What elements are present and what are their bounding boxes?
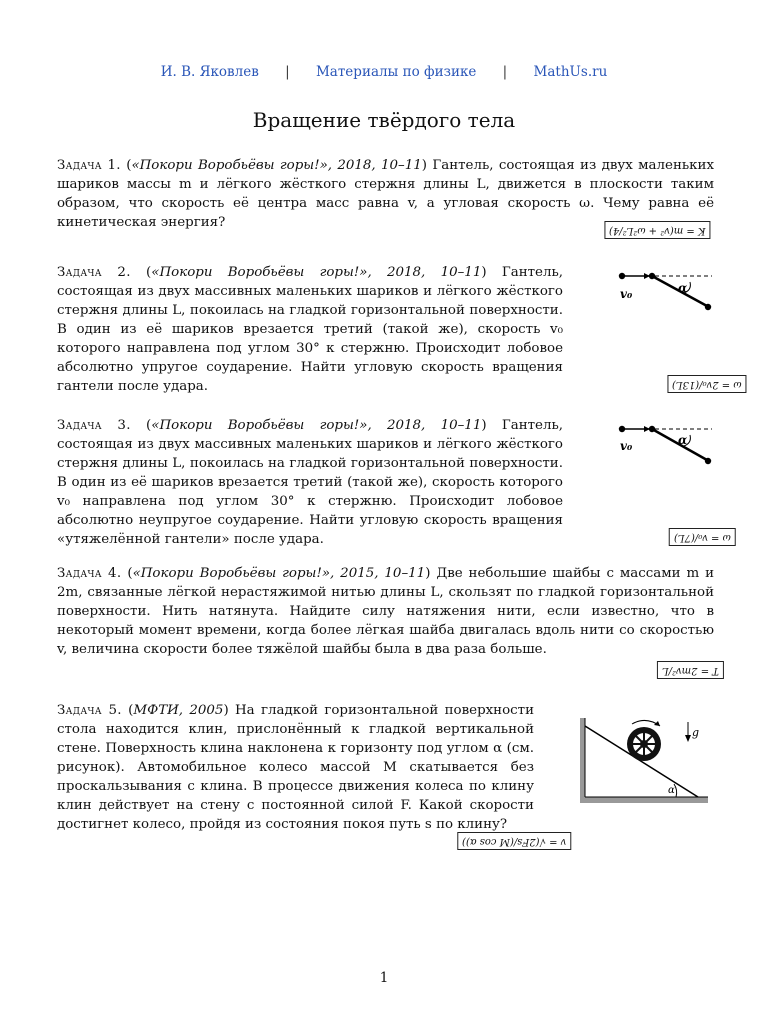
page-title: Вращение твёрдого тела	[252, 108, 516, 132]
answer-box: ω = 2v₀/(13L)	[667, 375, 746, 393]
dumbbell-figure	[612, 420, 716, 470]
problem-4: Задача 4. («Покори Воробьёвы горы!», 2015, 10–11) Две небольшие шайбы с массами m и 2m, связанные лёгкой нерастяжимой нитью длины L, скользят по гладкой горизонтальной поверхности. Нить натянута. Найдите силу натяжения нити, если известно, что в некоторый момент времени, когда более лёгкая шайба двигалась вдоль нити со скоростью v, величина скорости более тяжёлой шайбы была в два раза больше.	[57, 566, 714, 657]
angle-label: α	[678, 281, 688, 295]
problem-label: Задача 3.	[57, 418, 131, 433]
angle-label: α	[668, 785, 675, 796]
page-number: 1	[379, 970, 389, 986]
problem-source: «Покори Воробьёвы горы!», 2015, 10–11	[132, 566, 426, 581]
answer-box: v = √(2Fs/(M cos α))	[457, 832, 571, 850]
answer-box: K = m(v² + ω²L²/4)	[604, 221, 710, 239]
materials-link[interactable]: Материалы по физике	[315, 64, 477, 80]
problem-3: Задача 3. («Покори Воробьёвы горы!», 2018, 10–11) Гантель, состоящая из двух массивных маленьких шариков и лёгкого жёсткого стержня длины L, покоилась на гладкой горизонтальной поверхности. В один из её шариков врезается третий (такой же), скорость которого v₀ направлена под углом 30° к стержню. Происходит лобовое абсолютно неупругое соударение. Найти угловую скорость вращения «утяжелённой гантели» после удара.	[57, 418, 564, 547]
problem-text: Гантель, состоящая из двух массивных маленьких шариков и лёгкого жёсткого стержня длины L, покоилась на гладкой горизонтальной поверхности. В один из её шариков врезается третий (такой же), скорость которого v₀ направлена под углом 30° к стержню. Происходит лобовое абсолютно неупругое соударение. Найти угловую скорость вращения «утяжелённой гантели» после удара.	[57, 418, 564, 547]
problem-source: «Покори Воробьёвы горы!», 2018, 10–11	[131, 158, 422, 173]
page-header	[0, 64, 768, 80]
problem-text: Две небольшие шайбы с массами m и 2m, связанные лёгкой нерастяжимой нитью длины L, скользят по гладкой горизонтальной поверхности. Нить натянута. Найдите силу натяжения нити, если известно, что в некоторый момент времени, когда более лёгкая шайба двигалась вдоль нити со скоростью v, величина скорости более тяжёлой шайбы была в два раза больше.	[57, 566, 714, 657]
problem-source: МФТИ, 2005	[133, 703, 224, 718]
problem-label: Задача 4.	[57, 566, 122, 581]
problem-label: Задача 5.	[57, 703, 122, 718]
header-separator: |	[285, 64, 290, 80]
problem-label: Задача 2.	[57, 265, 131, 280]
author-link[interactable]: И. В. Яковлев	[160, 64, 259, 80]
problem-5: Задача 5. (МФТИ, 2005) На гладкой горизонтальной поверхности стола находится клин, прислонённый к гладкой вертикальной стене. Поверхность клина наклонена к горизонту под углом α (см. рисунок). Автомобильное колесо массой M скатывается без проскальзывания с клина. В процессе движения колеса по клину клин действует на стену с постоянной силой F. Какой скорости достигнет колесо, пройдя из состояния покоя путь s по клину?	[57, 703, 535, 832]
problem-text: Гантель, состоящая из двух массивных маленьких шариков и лёгкого жёсткого стержня длины L, покоилась на гладкой горизонтальной поверхности. В один из её шариков врезается третий (такой же), скорость v₀ которого направлена под углом 30° к стержню. Происходит лобовое абсолютно упругое соударение. Найти угловую скорость вращения гантели после удара.	[57, 265, 564, 394]
problem-label: Задача 1.	[57, 158, 121, 173]
dumbbell-figure	[612, 266, 716, 316]
velocity-label: v₀	[620, 287, 633, 301]
wedge-wheel-figure	[580, 718, 710, 804]
velocity-label: v₀	[620, 439, 633, 453]
problem-source: «Покори Воробьёвы горы!», 2018, 10–11	[151, 418, 482, 433]
angle-label: α	[678, 433, 688, 447]
problem-2: Задача 2. («Покори Воробьёвы горы!», 2018, 10–11) Гантель, состоящая из двух массивных маленьких шариков и лёгкого жёсткого стержня длины L, покоилась на гладкой горизонтальной поверхности. В один из её шариков врезается третий (такой же), скорость v₀ которого направлена под углом 30° к стержню. Происходит лобовое абсолютно упругое соударение. Найти угловую скорость вращения гантели после удара.	[57, 265, 564, 394]
problem-text: На гладкой горизонтальной поверхности стола находится клин, прислонённый к гладкой вертикальной стене. Поверхность клина наклонена к горизонту под углом α (см. рисунок). Автомобильное колесо массой M скатывается без проскальзывания с клина. В процессе движения колеса по клину клин действует на стену с постоянной силой F. Какой скорости достигнет колесо, пройдя из состояния покоя путь s по клину?	[57, 703, 535, 832]
problem-1: Задача 1. («Покори Воробьёвы горы!», 2018, 10–11) Гантель, состоящая из двух маленьких шариков массы m и лёгкого жёсткого стержня длины L, движется в плоскости таким образом, что скорость её центра масс равна v, а угловая скорость ω. Чему равна её кинетическая энергия?	[57, 158, 715, 230]
answer-box: ω = v₀/(7L)	[669, 528, 736, 546]
site-link[interactable]: MathUs.ru	[533, 64, 608, 80]
problem-source: «Покори Воробьёвы горы!», 2018, 10–11	[151, 265, 482, 280]
header-separator: |	[502, 64, 508, 80]
problem-text: Гантель, состоящая из двух маленьких шариков массы m и лёгкого жёсткого стержня длины L, движется в плоскости таким образом, что скорость её центра масс равна v, а угловая скорость ω. Чему равна её кинетическая энергия?	[57, 158, 715, 230]
answer-box: T = 2mv²/L	[657, 661, 724, 679]
gravity-label: g	[692, 726, 700, 739]
